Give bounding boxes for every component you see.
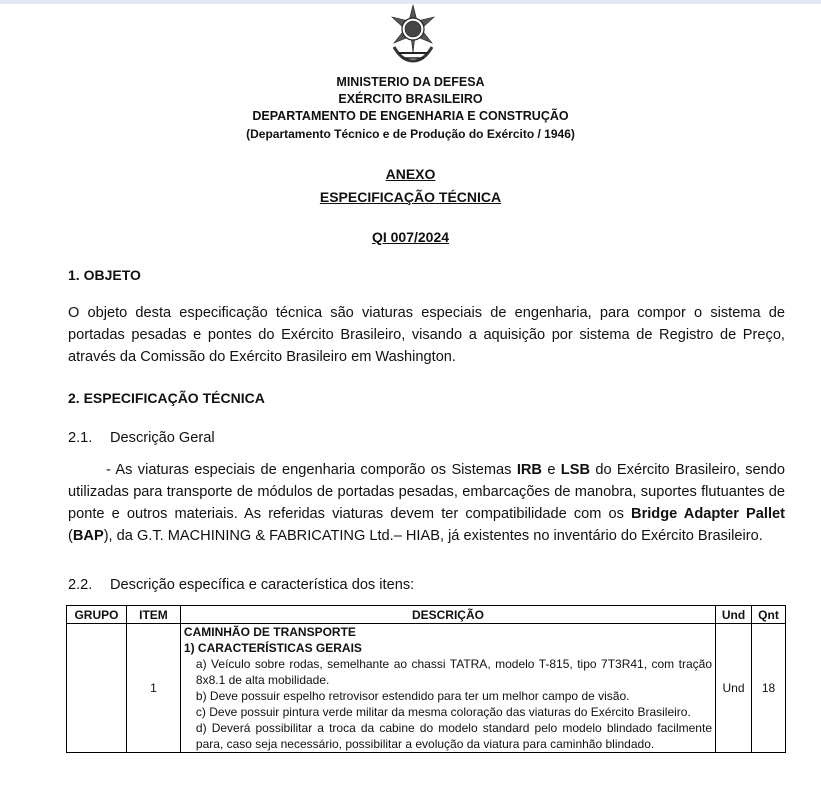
title-annex: ANEXO — [385, 166, 436, 182]
para-text-5: ), da G.T. MACHINING & FABRICATING Ltd.– HIAB, já existentes no inventário do Exército Brasileiro. — [103, 528, 763, 544]
section-2-heading: 2. ESPECIFICAÇÃO TÉCNICA — [68, 390, 265, 406]
title-reference: QI 007/2024 — [371, 229, 450, 245]
subsection-2-1-number: 2.1. — [68, 430, 93, 446]
subsection-2-1-label: Descrição Geral — [110, 430, 215, 446]
desc-item-a: a) Veículo sobre rodas, semelhante ao chassi TATRA, modelo T-815, tipo 7T3R41, com tração 8x8.1 de alta mobilidade. — [195, 657, 712, 687]
header-item: ITEM — [126, 606, 180, 624]
section-1-text: O objeto desta especificação técnica são viaturas especiais de engenharia, para compor o sistema de portadas pesadas e pontes do Exército Brasileiro, visando a aquisição por sistema de Registro de Preço, através da Comissão do Exército Brasileiro em Washington. — [68, 305, 785, 365]
subsection-2-1 — [68, 428, 215, 448]
para-bold-bap-name: Bridge Adapter Pallet — [631, 506, 785, 522]
header-descricao: DESCRIÇÃO — [180, 606, 715, 624]
para-bold-lsb: LSB — [560, 462, 590, 478]
section-2-1-paragraph — [68, 459, 785, 547]
para-text-2: e — [541, 462, 561, 478]
desc-title: CAMINHÃO DE TRANSPORTE — [183, 625, 356, 639]
section-1-heading: 1. OBJETO — [68, 267, 141, 283]
table-header-row — [67, 606, 786, 624]
spec-table — [66, 605, 786, 753]
header-army: EXÉRCITO BRASILEIRO — [338, 92, 483, 106]
para-bold-bap: BAP — [72, 528, 104, 544]
header-grupo: GRUPO — [67, 606, 127, 624]
header-subdepartment: (Departamento Técnico e de Produção do Exército / 1946) — [246, 127, 575, 141]
title-spec: ESPECIFICAÇÃO TÉCNICA — [319, 189, 502, 205]
subsection-2-2 — [68, 575, 414, 595]
header-qnt: Qnt — [751, 606, 785, 624]
para-text-1: - As viaturas especiais de engenharia comporão os Sistemas — [106, 462, 517, 478]
header-und: Und — [716, 606, 752, 624]
desc-item-d: d) Deverá possibilitar a troca da cabine do modelo standard pelo modelo blindado facilmente para, caso seja necessário, possibilitar a evolução da viatura para caminhão blindado. — [195, 721, 712, 751]
header-department: DEPARTAMENTO DE ENGENHARIA E CONSTRUÇÃO — [252, 109, 569, 123]
cell-grupo — [67, 624, 127, 753]
cell-und: Und — [716, 624, 752, 753]
para-bold-irb: IRB — [516, 462, 542, 478]
desc-item-b: b) Deve possuir espelho retrovisor estendido para ter um melhor campo de visão. — [195, 689, 630, 703]
cell-item: 1 — [126, 624, 180, 753]
header-ministry: MINISTERIO DA DEFESA — [336, 75, 485, 89]
subsection-2-2-number: 2.2. — [68, 577, 93, 593]
table-row — [67, 624, 786, 753]
desc-subtitle: 1) CARACTERÍSTICAS GERAIS — [183, 641, 362, 655]
para-text-3: do Exército Brasileiro, sendo utilizadas para transporte de módulos de portadas pesadas, embarcações de manobra, suportes flutuantes de ponte e outros materiais. As referidas viaturas devem ter compatibilidade com os — [68, 462, 785, 522]
para-text-4: ( — [68, 528, 73, 544]
subsection-2-2-label: Descrição específica e característica dos itens: — [110, 577, 415, 593]
cell-descricao — [180, 624, 715, 753]
cell-qnt: 18 — [751, 624, 785, 753]
desc-item-c: c) Deve possuir pintura verde militar da mesma coloração das viaturas do Exército Brasileiro. — [195, 705, 691, 719]
brazil-coat-of-arms-icon — [388, 3, 438, 65]
